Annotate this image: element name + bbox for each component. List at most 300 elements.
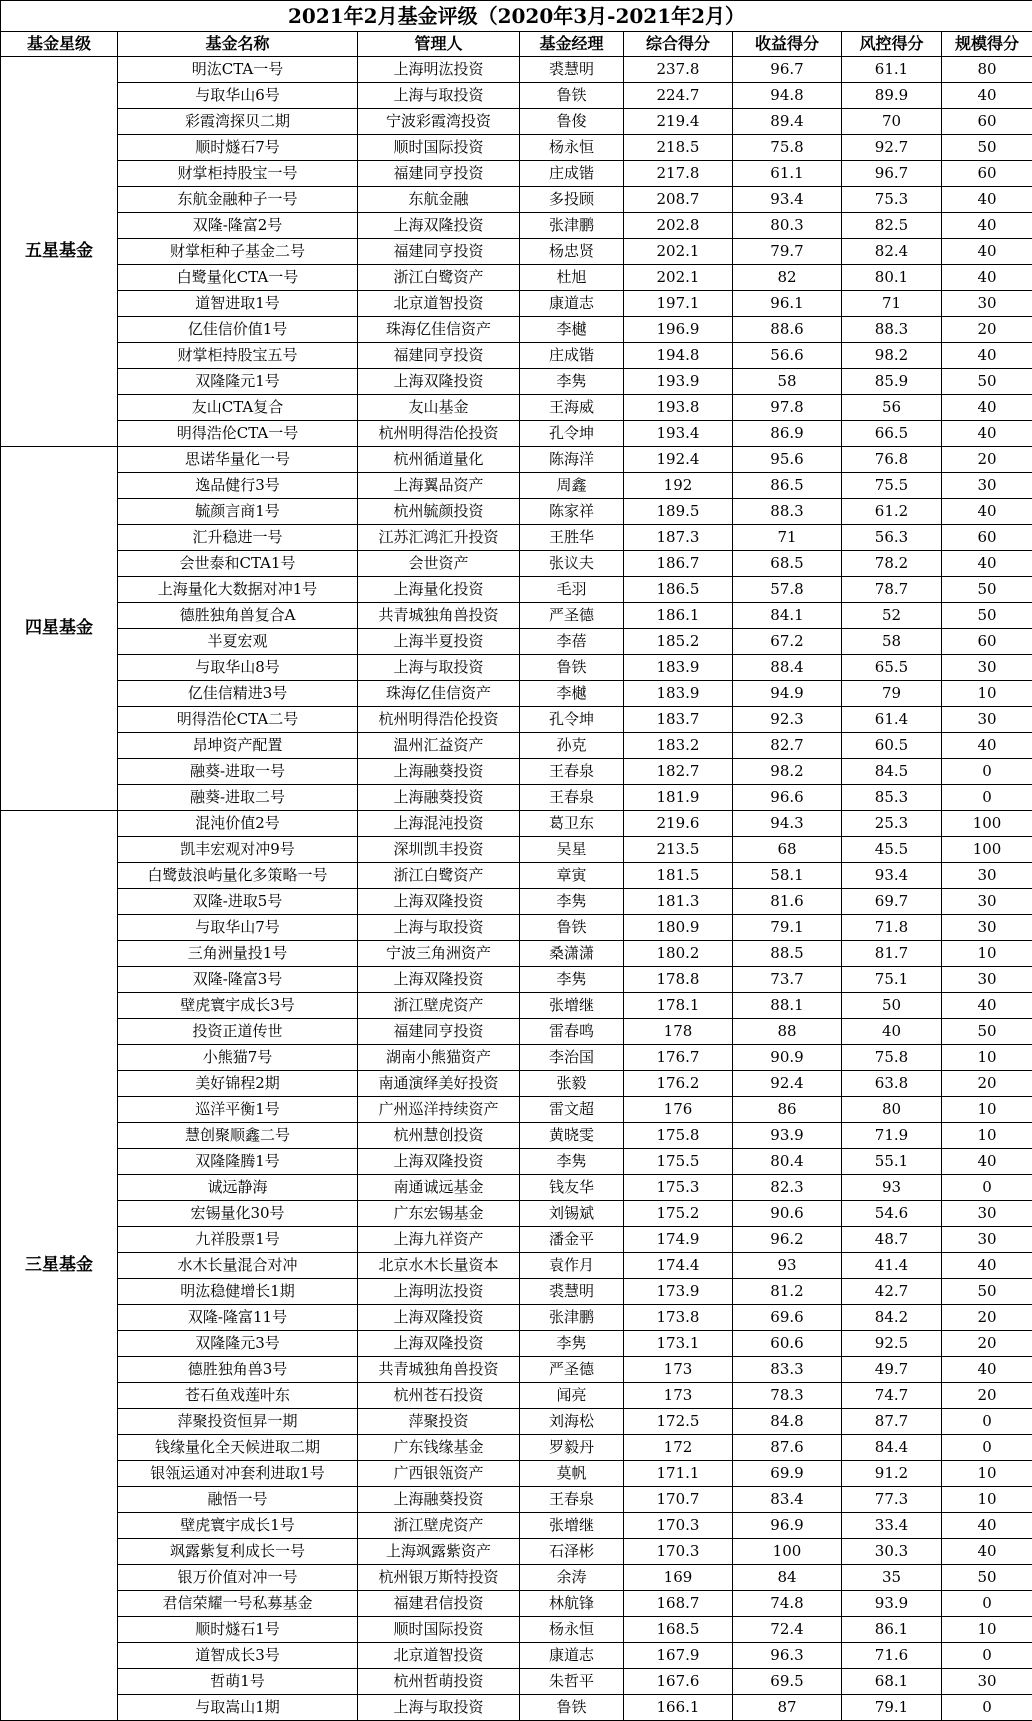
scale-score-cell: 60 (942, 109, 1032, 135)
manager-company-cell: 浙江壁虎资产 (358, 1513, 520, 1539)
table-row (1, 785, 1032, 811)
fund-manager-cell: 裘慧明 (520, 1279, 624, 1305)
total-score-cell: 186.1 (624, 603, 733, 629)
return-score-cell: 100 (733, 1539, 842, 1565)
table-row (1, 1279, 1032, 1305)
table-row (1, 1149, 1032, 1175)
header-fund-manager: 基金经理 (520, 32, 624, 57)
risk-score-cell: 71 (842, 291, 942, 317)
scale-score-cell: 10 (942, 1097, 1032, 1123)
fund-manager-cell: 杨永恒 (520, 1617, 624, 1643)
fund-manager-cell: 钱友华 (520, 1175, 624, 1201)
total-score-cell: 181.9 (624, 785, 733, 811)
total-score-cell: 181.3 (624, 889, 733, 915)
return-score-cell: 96.1 (733, 291, 842, 317)
fund-name-cell: 昂坤资产配置 (118, 733, 358, 759)
fund-manager-cell: 康道志 (520, 1643, 624, 1669)
table-row (1, 135, 1032, 161)
total-score-cell: 194.8 (624, 343, 733, 369)
table-row (1, 1123, 1032, 1149)
scale-score-cell: 60 (942, 161, 1032, 187)
manager-company-cell: 杭州毓颜投资 (358, 499, 520, 525)
fund-name-cell: 德胜独角兽3号 (118, 1357, 358, 1383)
return-score-cell: 94.3 (733, 811, 842, 837)
manager-company-cell: 福建君信投资 (358, 1591, 520, 1617)
manager-company-cell: 上海与取投资 (358, 655, 520, 681)
fund-manager-cell: 张津鹏 (520, 1305, 624, 1331)
total-score-cell: 208.7 (624, 187, 733, 213)
return-score-cell: 94.9 (733, 681, 842, 707)
risk-score-cell: 40 (842, 1019, 942, 1045)
fund-name-cell: 宏锡量化30号 (118, 1201, 358, 1227)
risk-score-cell: 42.7 (842, 1279, 942, 1305)
fund-manager-cell: 刘海松 (520, 1409, 624, 1435)
return-score-cell: 81.6 (733, 889, 842, 915)
table-row (1, 1409, 1032, 1435)
total-score-cell: 186.7 (624, 551, 733, 577)
scale-score-cell: 40 (942, 395, 1032, 421)
total-score-cell: 172 (624, 1435, 733, 1461)
table-row (1, 421, 1032, 447)
sheet-title: 2021年2月基金评级（2020年3月-2021年2月） (1, 1, 1032, 32)
fund-manager-cell: 康道志 (520, 291, 624, 317)
table-row (1, 1227, 1032, 1253)
scale-score-cell: 40 (942, 551, 1032, 577)
scale-score-cell: 30 (942, 1669, 1032, 1695)
fund-name-cell: 飒露紫复利成长一号 (118, 1539, 358, 1565)
fund-manager-cell: 陈海洋 (520, 447, 624, 473)
fund-manager-cell: 庄成锴 (520, 161, 624, 187)
manager-company-cell: 浙江白鹭资产 (358, 863, 520, 889)
total-score-cell: 202.8 (624, 213, 733, 239)
total-score-cell: 182.7 (624, 759, 733, 785)
total-score-cell: 168.5 (624, 1617, 733, 1643)
table-row (1, 1539, 1032, 1565)
total-score-cell: 175.5 (624, 1149, 733, 1175)
fund-manager-cell: 王海威 (520, 395, 624, 421)
total-score-cell: 175.3 (624, 1175, 733, 1201)
fund-name-cell: 水木长量混合对冲 (118, 1253, 358, 1279)
total-score-cell: 213.5 (624, 837, 733, 863)
scale-score-cell: 30 (942, 863, 1032, 889)
manager-company-cell: 顺时国际投资 (358, 135, 520, 161)
fund-name-cell: 双隆隆腾1号 (118, 1149, 358, 1175)
total-score-cell: 202.1 (624, 239, 733, 265)
manager-company-cell: 上海双隆投资 (358, 1149, 520, 1175)
manager-company-cell: 上海混沌投资 (358, 811, 520, 837)
table-row (1, 239, 1032, 265)
header-star-rating: 基金星级 (1, 32, 118, 57)
risk-score-cell: 82.4 (842, 239, 942, 265)
fund-name-cell: 融葵-进取一号 (118, 759, 358, 785)
return-score-cell: 79.7 (733, 239, 842, 265)
scale-score-cell: 100 (942, 811, 1032, 837)
fund-name-cell: 东航金融种子一号 (118, 187, 358, 213)
scale-score-cell: 60 (942, 629, 1032, 655)
total-score-cell: 170.3 (624, 1539, 733, 1565)
table-row (1, 447, 1032, 473)
return-score-cell: 82.3 (733, 1175, 842, 1201)
table-row (1, 681, 1032, 707)
scale-score-cell: 40 (942, 499, 1032, 525)
fund-manager-cell: 张津鹏 (520, 213, 624, 239)
return-score-cell: 73.7 (733, 967, 842, 993)
fund-manager-cell: 余涛 (520, 1565, 624, 1591)
return-score-cell: 69.9 (733, 1461, 842, 1487)
fund-manager-cell: 鲁俊 (520, 109, 624, 135)
manager-company-cell: 共青城独角兽投资 (358, 1357, 520, 1383)
fund-manager-cell: 鲁铁 (520, 915, 624, 941)
risk-score-cell: 85.9 (842, 369, 942, 395)
manager-company-cell: 南通诚远基金 (358, 1175, 520, 1201)
total-score-cell: 186.5 (624, 577, 733, 603)
risk-score-cell: 68.1 (842, 1669, 942, 1695)
fund-manager-cell: 李隽 (520, 889, 624, 915)
return-score-cell: 88.5 (733, 941, 842, 967)
scale-score-cell: 20 (942, 1305, 1032, 1331)
return-score-cell: 75.8 (733, 135, 842, 161)
total-score-cell: 174.9 (624, 1227, 733, 1253)
return-score-cell: 58.1 (733, 863, 842, 889)
table-row (1, 811, 1032, 837)
return-score-cell: 84.8 (733, 1409, 842, 1435)
header-return-score: 收益得分 (733, 32, 842, 57)
header-risk-score: 风控得分 (842, 32, 942, 57)
risk-score-cell: 60.5 (842, 733, 942, 759)
total-score-cell: 189.5 (624, 499, 733, 525)
scale-score-cell: 30 (942, 889, 1032, 915)
risk-score-cell: 93 (842, 1175, 942, 1201)
scale-score-cell: 20 (942, 447, 1032, 473)
manager-company-cell: 上海翼品资产 (358, 473, 520, 499)
manager-company-cell: 萍聚投资 (358, 1409, 520, 1435)
fund-manager-cell: 鲁铁 (520, 655, 624, 681)
risk-score-cell: 75.3 (842, 187, 942, 213)
manager-company-cell: 北京道智投资 (358, 291, 520, 317)
risk-score-cell: 71.6 (842, 1643, 942, 1669)
header-total-score: 综合得分 (624, 32, 733, 57)
fund-name-cell: 与取华山6号 (118, 83, 358, 109)
scale-score-cell: 50 (942, 1279, 1032, 1305)
fund-name-cell: 道智成长3号 (118, 1643, 358, 1669)
manager-company-cell: 广东宏锡基金 (358, 1201, 520, 1227)
table-row (1, 1305, 1032, 1331)
risk-score-cell: 89.9 (842, 83, 942, 109)
scale-score-cell: 40 (942, 1149, 1032, 1175)
fund-name-cell: 钱缘量化全天候进取二期 (118, 1435, 358, 1461)
fund-manager-cell: 李蓓 (520, 629, 624, 655)
table-row (1, 317, 1032, 343)
fund-manager-cell: 王春泉 (520, 1487, 624, 1513)
risk-score-cell: 30.3 (842, 1539, 942, 1565)
risk-score-cell: 61.1 (842, 57, 942, 83)
fund-name-cell: 顺时燧石7号 (118, 135, 358, 161)
return-score-cell: 84 (733, 1565, 842, 1591)
return-score-cell: 71 (733, 525, 842, 551)
fund-manager-cell: 严圣德 (520, 1357, 624, 1383)
return-score-cell: 88.1 (733, 993, 842, 1019)
manager-company-cell: 上海双隆投资 (358, 213, 520, 239)
return-score-cell: 96.6 (733, 785, 842, 811)
risk-score-cell: 52 (842, 603, 942, 629)
fund-manager-cell: 张增继 (520, 993, 624, 1019)
table-row (1, 213, 1032, 239)
fund-manager-cell: 李隽 (520, 369, 624, 395)
return-score-cell: 83.3 (733, 1357, 842, 1383)
risk-score-cell: 33.4 (842, 1513, 942, 1539)
total-score-cell: 173 (624, 1383, 733, 1409)
fund-name-cell: 财掌柜种子基金二号 (118, 239, 358, 265)
table-row (1, 395, 1032, 421)
table-row (1, 161, 1032, 187)
risk-score-cell: 84.5 (842, 759, 942, 785)
fund-manager-cell: 周鑫 (520, 473, 624, 499)
risk-score-cell: 88.3 (842, 317, 942, 343)
manager-company-cell: 福建同亨投资 (358, 343, 520, 369)
total-score-cell: 193.4 (624, 421, 733, 447)
manager-company-cell: 杭州明得浩伦投资 (358, 707, 520, 733)
risk-score-cell: 71.9 (842, 1123, 942, 1149)
fund-name-cell: 毓颜言商1号 (118, 499, 358, 525)
table-row (1, 733, 1032, 759)
total-score-cell: 192 (624, 473, 733, 499)
scale-score-cell: 20 (942, 317, 1032, 343)
fund-name-cell: 逸品健行3号 (118, 473, 358, 499)
table-row (1, 1461, 1032, 1487)
manager-company-cell: 广西银瓴资产 (358, 1461, 520, 1487)
total-score-cell: 176.7 (624, 1045, 733, 1071)
fund-manager-cell: 朱哲平 (520, 1669, 624, 1695)
risk-score-cell: 71.8 (842, 915, 942, 941)
scale-score-cell: 40 (942, 343, 1032, 369)
return-score-cell: 97.8 (733, 395, 842, 421)
manager-company-cell: 上海融葵投资 (358, 759, 520, 785)
total-score-cell: 173.1 (624, 1331, 733, 1357)
total-score-cell: 185.2 (624, 629, 733, 655)
fund-manager-cell: 李樾 (520, 317, 624, 343)
scale-score-cell: 30 (942, 1227, 1032, 1253)
scale-score-cell: 20 (942, 1071, 1032, 1097)
fund-name-cell: 双隆隆元3号 (118, 1331, 358, 1357)
table-row (1, 1565, 1032, 1591)
total-score-cell: 193.8 (624, 395, 733, 421)
risk-score-cell: 92.5 (842, 1331, 942, 1357)
return-score-cell: 69.6 (733, 1305, 842, 1331)
manager-company-cell: 浙江白鹭资产 (358, 265, 520, 291)
fund-name-cell: 明得浩伦CTA二号 (118, 707, 358, 733)
manager-company-cell: 杭州循道量化 (358, 447, 520, 473)
scale-score-cell: 0 (942, 1591, 1032, 1617)
table-row (1, 915, 1032, 941)
scale-score-cell: 30 (942, 473, 1032, 499)
manager-company-cell: 上海与取投资 (358, 83, 520, 109)
fund-manager-cell: 裘慧明 (520, 57, 624, 83)
fund-name-cell: 双隆-隆富11号 (118, 1305, 358, 1331)
manager-company-cell: 浙江壁虎资产 (358, 993, 520, 1019)
fund-name-cell: 投资正道传世 (118, 1019, 358, 1045)
scale-score-cell: 50 (942, 369, 1032, 395)
manager-company-cell: 南通演绎美好投资 (358, 1071, 520, 1097)
fund-manager-cell: 雷春鸣 (520, 1019, 624, 1045)
fund-name-cell: 亿佳信精进3号 (118, 681, 358, 707)
star-tier-label: 四星基金 (1, 447, 118, 811)
fund-name-cell: 双隆-隆富3号 (118, 967, 358, 993)
manager-company-cell: 上海双隆投资 (358, 369, 520, 395)
risk-score-cell: 81.7 (842, 941, 942, 967)
scale-score-cell: 30 (942, 967, 1032, 993)
risk-score-cell: 48.7 (842, 1227, 942, 1253)
fund-name-cell: 哲萌1号 (118, 1669, 358, 1695)
fund-manager-cell: 罗毅丹 (520, 1435, 624, 1461)
table-row (1, 83, 1032, 109)
table-row (1, 57, 1032, 83)
fund-manager-cell: 李隽 (520, 1149, 624, 1175)
total-score-cell: 174.4 (624, 1253, 733, 1279)
table-row (1, 1435, 1032, 1461)
return-score-cell: 96.3 (733, 1643, 842, 1669)
table-row (1, 1097, 1032, 1123)
return-score-cell: 61.1 (733, 161, 842, 187)
return-score-cell: 89.4 (733, 109, 842, 135)
total-score-cell: 175.8 (624, 1123, 733, 1149)
scale-score-cell: 0 (942, 759, 1032, 785)
fund-name-cell: 白鹭量化CTA一号 (118, 265, 358, 291)
manager-company-cell: 上海明汯投资 (358, 57, 520, 83)
risk-score-cell: 80 (842, 1097, 942, 1123)
fund-manager-cell: 李隽 (520, 1331, 624, 1357)
table-row (1, 655, 1032, 681)
risk-score-cell: 58 (842, 629, 942, 655)
fund-name-cell: 道智进取1号 (118, 291, 358, 317)
manager-company-cell: 北京道智投资 (358, 1643, 520, 1669)
scale-score-cell: 40 (942, 213, 1032, 239)
fund-name-cell: 上海量化大数据对冲1号 (118, 577, 358, 603)
total-score-cell: 171.1 (624, 1461, 733, 1487)
scale-score-cell: 0 (942, 1695, 1032, 1721)
risk-score-cell: 77.3 (842, 1487, 942, 1513)
scale-score-cell: 10 (942, 1461, 1032, 1487)
manager-company-cell: 会世资产 (358, 551, 520, 577)
table-row (1, 759, 1032, 785)
fund-name-cell: 友山CTA复合 (118, 395, 358, 421)
scale-score-cell: 40 (942, 993, 1032, 1019)
fund-manager-cell: 杨忠贤 (520, 239, 624, 265)
scale-score-cell: 30 (942, 1201, 1032, 1227)
fund-manager-cell: 鲁铁 (520, 83, 624, 109)
manager-company-cell: 福建同亨投资 (358, 1019, 520, 1045)
scale-score-cell: 50 (942, 1019, 1032, 1045)
table-row (1, 1591, 1032, 1617)
total-score-cell: 170.7 (624, 1487, 733, 1513)
manager-company-cell: 上海九祥资产 (358, 1227, 520, 1253)
fund-manager-cell: 严圣德 (520, 603, 624, 629)
scale-score-cell: 40 (942, 733, 1032, 759)
total-score-cell: 183.9 (624, 655, 733, 681)
manager-company-cell: 北京水木长量资本 (358, 1253, 520, 1279)
risk-score-cell: 49.7 (842, 1357, 942, 1383)
risk-score-cell: 41.4 (842, 1253, 942, 1279)
return-score-cell: 58 (733, 369, 842, 395)
manager-company-cell: 共青城独角兽投资 (358, 603, 520, 629)
total-score-cell: 175.2 (624, 1201, 733, 1227)
star-tier-label: 三星基金 (1, 811, 118, 1721)
risk-score-cell: 70 (842, 109, 942, 135)
table-row (1, 369, 1032, 395)
total-score-cell: 166.1 (624, 1695, 733, 1721)
fund-manager-cell: 石泽彬 (520, 1539, 624, 1565)
table-row (1, 1513, 1032, 1539)
total-score-cell: 170.3 (624, 1513, 733, 1539)
total-score-cell: 219.4 (624, 109, 733, 135)
scale-score-cell: 10 (942, 941, 1032, 967)
manager-company-cell: 上海双隆投资 (358, 967, 520, 993)
total-score-cell: 196.9 (624, 317, 733, 343)
scale-score-cell: 20 (942, 1331, 1032, 1357)
total-score-cell: 178 (624, 1019, 733, 1045)
fund-manager-cell: 潘金平 (520, 1227, 624, 1253)
manager-company-cell: 广东钱缘基金 (358, 1435, 520, 1461)
return-score-cell: 87 (733, 1695, 842, 1721)
manager-company-cell: 珠海亿佳信资产 (358, 681, 520, 707)
return-score-cell: 95.6 (733, 447, 842, 473)
fund-name-cell: 双隆-进取5号 (118, 889, 358, 915)
fund-name-cell: 汇升稳进一号 (118, 525, 358, 551)
return-score-cell: 93 (733, 1253, 842, 1279)
scale-score-cell: 30 (942, 707, 1032, 733)
fund-manager-cell: 章寅 (520, 863, 624, 889)
fund-name-cell: 白鹭鼓浪屿量化多策略一号 (118, 863, 358, 889)
risk-score-cell: 69.7 (842, 889, 942, 915)
fund-name-cell: 美好锦程2期 (118, 1071, 358, 1097)
total-score-cell: 193.9 (624, 369, 733, 395)
table-row (1, 473, 1032, 499)
scale-score-cell: 50 (942, 135, 1032, 161)
scale-score-cell: 10 (942, 1487, 1032, 1513)
return-score-cell: 88.3 (733, 499, 842, 525)
table-row (1, 967, 1032, 993)
table-row (1, 1045, 1032, 1071)
total-score-cell: 180.2 (624, 941, 733, 967)
fund-name-cell: 思诺华量化一号 (118, 447, 358, 473)
fund-name-cell: 与取华山7号 (118, 915, 358, 941)
fund-manager-cell: 庄成锴 (520, 343, 624, 369)
table-row (1, 1617, 1032, 1643)
fund-manager-cell: 李治国 (520, 1045, 624, 1071)
risk-score-cell: 63.8 (842, 1071, 942, 1097)
table-row (1, 1019, 1032, 1045)
return-score-cell: 82.7 (733, 733, 842, 759)
return-score-cell: 94.8 (733, 83, 842, 109)
fund-name-cell: 九祥股票1号 (118, 1227, 358, 1253)
table-row (1, 993, 1032, 1019)
risk-score-cell: 93.9 (842, 1591, 942, 1617)
fund-name-cell: 凯丰宏观对冲9号 (118, 837, 358, 863)
fund-name-cell: 混沌价值2号 (118, 811, 358, 837)
total-score-cell: 183.9 (624, 681, 733, 707)
fund-manager-cell: 莫帆 (520, 1461, 624, 1487)
fund-manager-cell: 张议夫 (520, 551, 624, 577)
fund-name-cell: 诚远静海 (118, 1175, 358, 1201)
total-score-cell: 217.8 (624, 161, 733, 187)
fund-name-cell: 小熊猫7号 (118, 1045, 358, 1071)
manager-company-cell: 友山基金 (358, 395, 520, 421)
fund-name-cell: 明得浩伦CTA一号 (118, 421, 358, 447)
fund-manager-cell: 王胜华 (520, 525, 624, 551)
fund-name-cell: 双隆-隆富2号 (118, 213, 358, 239)
risk-score-cell: 85.3 (842, 785, 942, 811)
scale-score-cell: 40 (942, 1539, 1032, 1565)
risk-score-cell: 25.3 (842, 811, 942, 837)
